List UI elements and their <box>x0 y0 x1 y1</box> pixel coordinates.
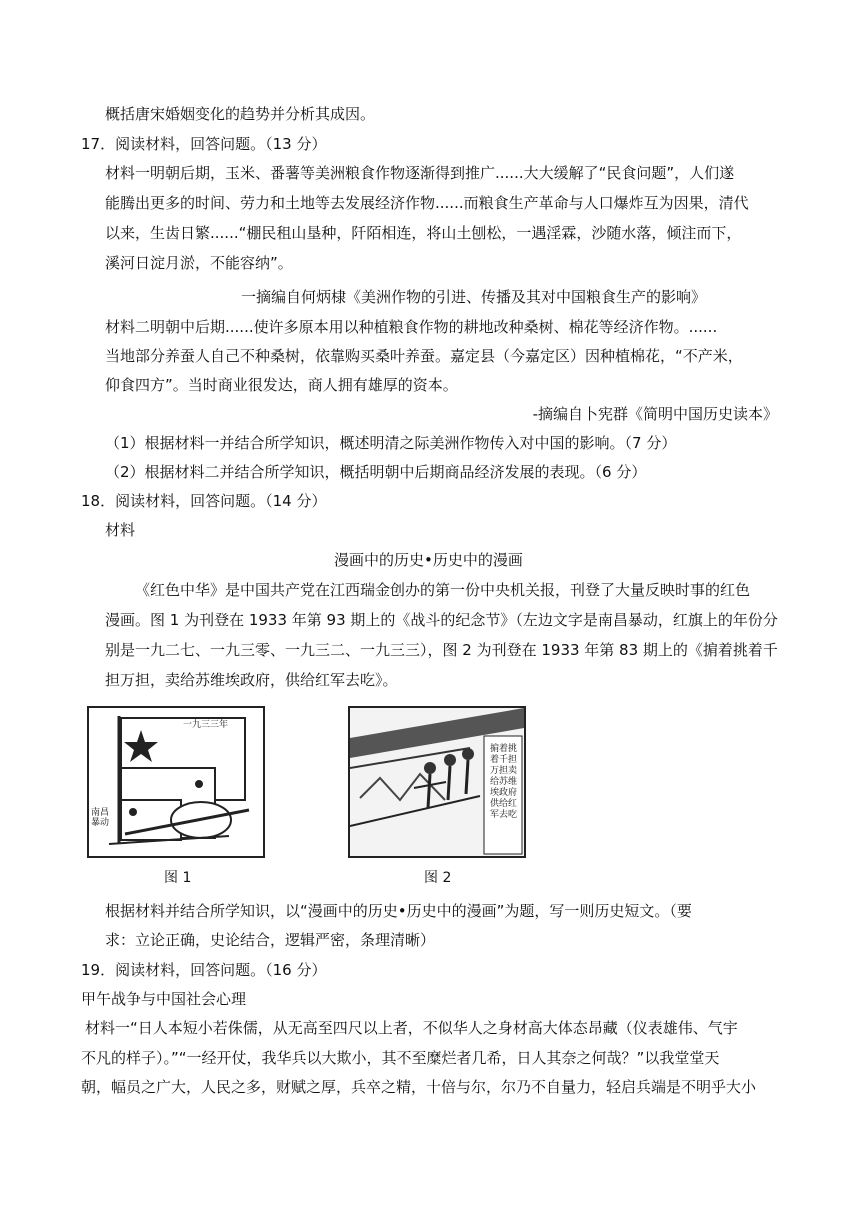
figure-1-side-text: 南昌暴动 <box>91 808 110 828</box>
q17-material1-line: 材料一明朝后期，玉米、番薯等美洲粮食作物逐渐得到推广......大大缓解了“民食问题”，人们遂 <box>105 164 735 182</box>
q19-material1-line: 材料一“日人本短小若侏儒，从无高至四尺以上者，不似华人之身材高大体态昂藏（仪表雄伟、气宇 <box>85 1019 738 1037</box>
q18-title: 18．阅读材料，回答问题。（14 分） <box>81 492 327 510</box>
q16-task-line: 概括唐宋婚姻变化的趋势并分析其成因。 <box>105 105 376 123</box>
q18-material-heading: 漫画中的历史•历史中的漫画 <box>334 551 523 569</box>
q18-paragraph-line: 别是一九二七、一九三零、一九三二、一九三三），图 2 为刊登在 1933 年第 83 期上的《掮着挑着千 <box>105 641 778 659</box>
q19-material1-line: 不凡的样子）。”“一经开仗，我华兵以大欺小，其不至糜烂者几希，日人其奈之何哉？”以我堂堂天 <box>81 1049 720 1067</box>
q18-paragraph-line: 漫画。图 1 为刊登在 1933 年第 93 期上的《战斗的纪念节》（左边文字是南昌暴动，红旗上的年份分 <box>105 611 778 629</box>
q19-title: 19．阅读材料，回答问题。（16 分） <box>81 961 327 979</box>
figure-1-caption: 图 1 <box>164 870 192 886</box>
figure-2-cartoon <box>348 706 526 858</box>
q17-subquestion-2: （2）根据材料二并结合所学知识，概括明朝中后期商品经济发展的表现。（6 分） <box>105 463 647 481</box>
figure-1-cartoon <box>87 706 265 858</box>
q17-material2-source: -摘编自卜宪群《简明中国历史读本》 <box>532 405 778 423</box>
q17-material1-line: 能腾出更多的时间、劳力和土地等去发展经济作物......而粮食生产革命与人口爆炸互为因果，清代 <box>105 194 749 212</box>
q18-material-label: 材料 <box>105 521 136 539</box>
q17-material2-line: 仰食四方”。当时商业很发达，商人拥有雄厚的资本。 <box>105 376 458 394</box>
figure-1-drawing <box>89 708 263 856</box>
q17-material1-source: 一摘编自何炳棣《美洲作物的引进、传播及其对中国粮食生产的影响》 <box>241 288 707 306</box>
q19-material1-line: 朝，幅员之广大，人民之多，财赋之厚，兵卒之精，十倍与尔，尔乃不自量力，轻启兵端是不明乎大小 <box>81 1078 757 1096</box>
q18-task-line: 求：立论正确，史论结合，逻辑严密，条理清晰） <box>105 931 436 949</box>
q17-material2-line: 材料二明朝中后期......使许多原本用以种植粮食作物的耕地改种桑树、棉花等经济作物。...... <box>105 318 718 336</box>
q17-material2-line: 当地部分养蚕人自己不种桑树，依靠购买桑叶养蚕。嘉定县（今嘉定区）因种植棉花，“不产米， <box>105 347 743 365</box>
q18-paragraph-line: 担万担，卖给苏维埃政府，供给红军去吃》。 <box>105 671 398 689</box>
q18-paragraph-line: 《红色中华》是中国共产党在江西瑞金创办的第一份中央机关报，刊登了大量反映时事的红色 <box>135 581 751 599</box>
q17-material1-line: 以来，生齿日繁......“棚民租山垦种，阡陌相连，将山土刨松，一遇淫霖，沙随水落，倾注而下， <box>105 224 742 242</box>
q17-material1-line: 溪河日淀月淤，不能容纳”。 <box>105 254 293 272</box>
q19-topic-heading: 甲午战争与中国社会心理 <box>81 990 247 1008</box>
figure-2-caption: 图 2 <box>424 870 452 886</box>
q17-subquestion-1: （1）根据材料一并结合所学知识，概述明清之际美洲作物传入对中国的影响。（7 分） <box>105 434 677 452</box>
figure-2-side-text: 掮着挑着千担万担卖给苏维埃政府供给红军去吃 <box>490 744 518 820</box>
q18-task-line: 根据材料并结合所学知识，以“漫画中的历史•历史中的漫画”为题，写一则历史短文。（要 <box>105 902 692 920</box>
q17-title: 17．阅读材料，回答问题。（13 分） <box>81 135 327 153</box>
figure-1-flag-year: 一九三三年 <box>183 720 229 730</box>
